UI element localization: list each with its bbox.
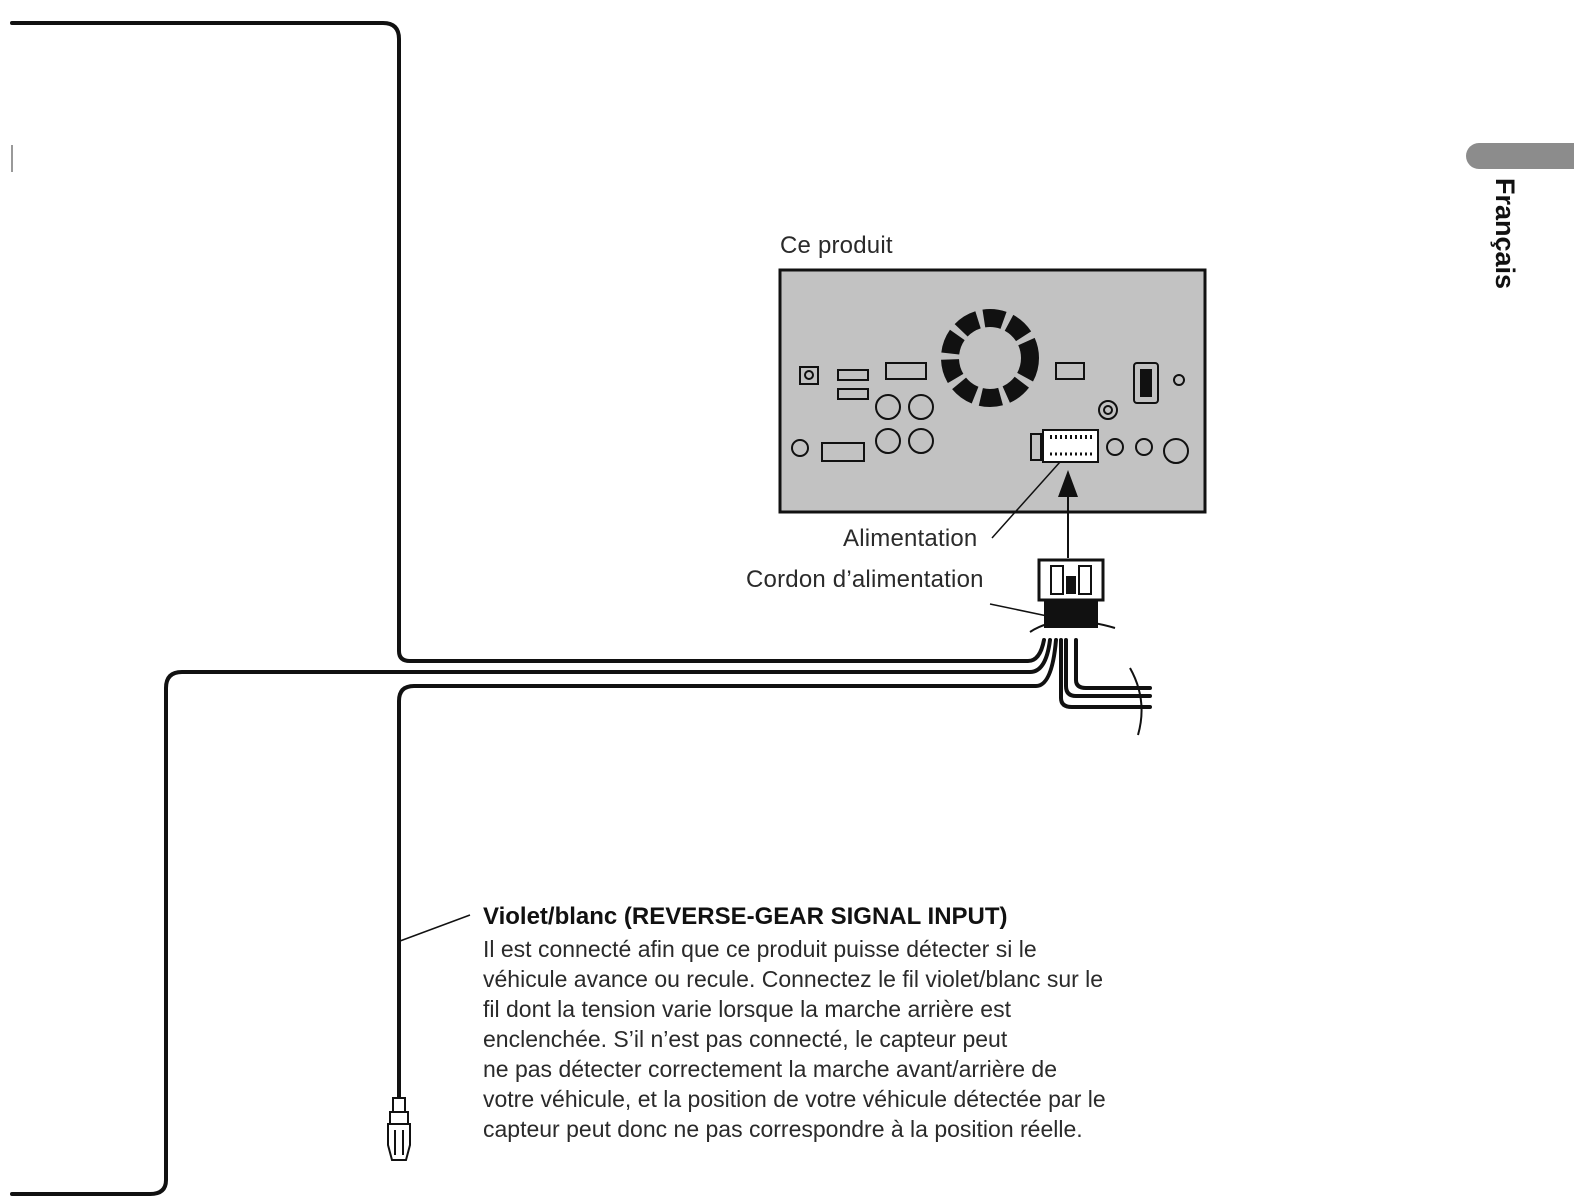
fan-icon: [950, 318, 1030, 398]
power-label: Alimentation: [843, 525, 978, 552]
wire-description-line: votre véhicule, et la position de votre véhicule détectée par le: [483, 1086, 1106, 1112]
wire-description-line: enclenchée. S’il n’est pas connecté, le capteur peut: [483, 1026, 1008, 1052]
wire-description-line: véhicule avance ou recule. Connectez le fil violet/blanc sur le: [483, 966, 1104, 992]
leader-line-cordon: [990, 604, 1052, 617]
leader-line-violet: [400, 915, 470, 941]
wire-description-line: ne pas détecter correctement la marche avant/arrière de: [483, 1056, 1058, 1082]
language-label: Français: [1490, 178, 1520, 290]
power-cord-label: Cordon d’alimentation: [746, 566, 984, 593]
wire-description-line: fil dont la tension varie lorsque la marche arrière est: [483, 996, 1011, 1022]
wire-description: [483, 934, 1106, 1144]
wire-description-line: Il est connecté afin que ce produit puisse détecter si le: [483, 936, 1037, 962]
wire-title: Violet/blanc (REVERSE-GEAR SIGNAL INPUT): [483, 903, 1008, 930]
power-socket-icon: [1031, 430, 1098, 462]
wire-description-line: capteur peut donc ne pas correspondre à la position réelle.: [483, 1116, 1083, 1142]
wire-bundle-2: [1076, 640, 1150, 688]
language-tab: [1466, 143, 1574, 169]
power-cord-plug-icon: [1039, 560, 1103, 628]
wire-end-connector-icon: [388, 1098, 410, 1160]
product-label: Ce produit: [780, 232, 893, 259]
multi-pin-dots: [1140, 369, 1152, 397]
cut-mark-right: [1130, 668, 1142, 735]
